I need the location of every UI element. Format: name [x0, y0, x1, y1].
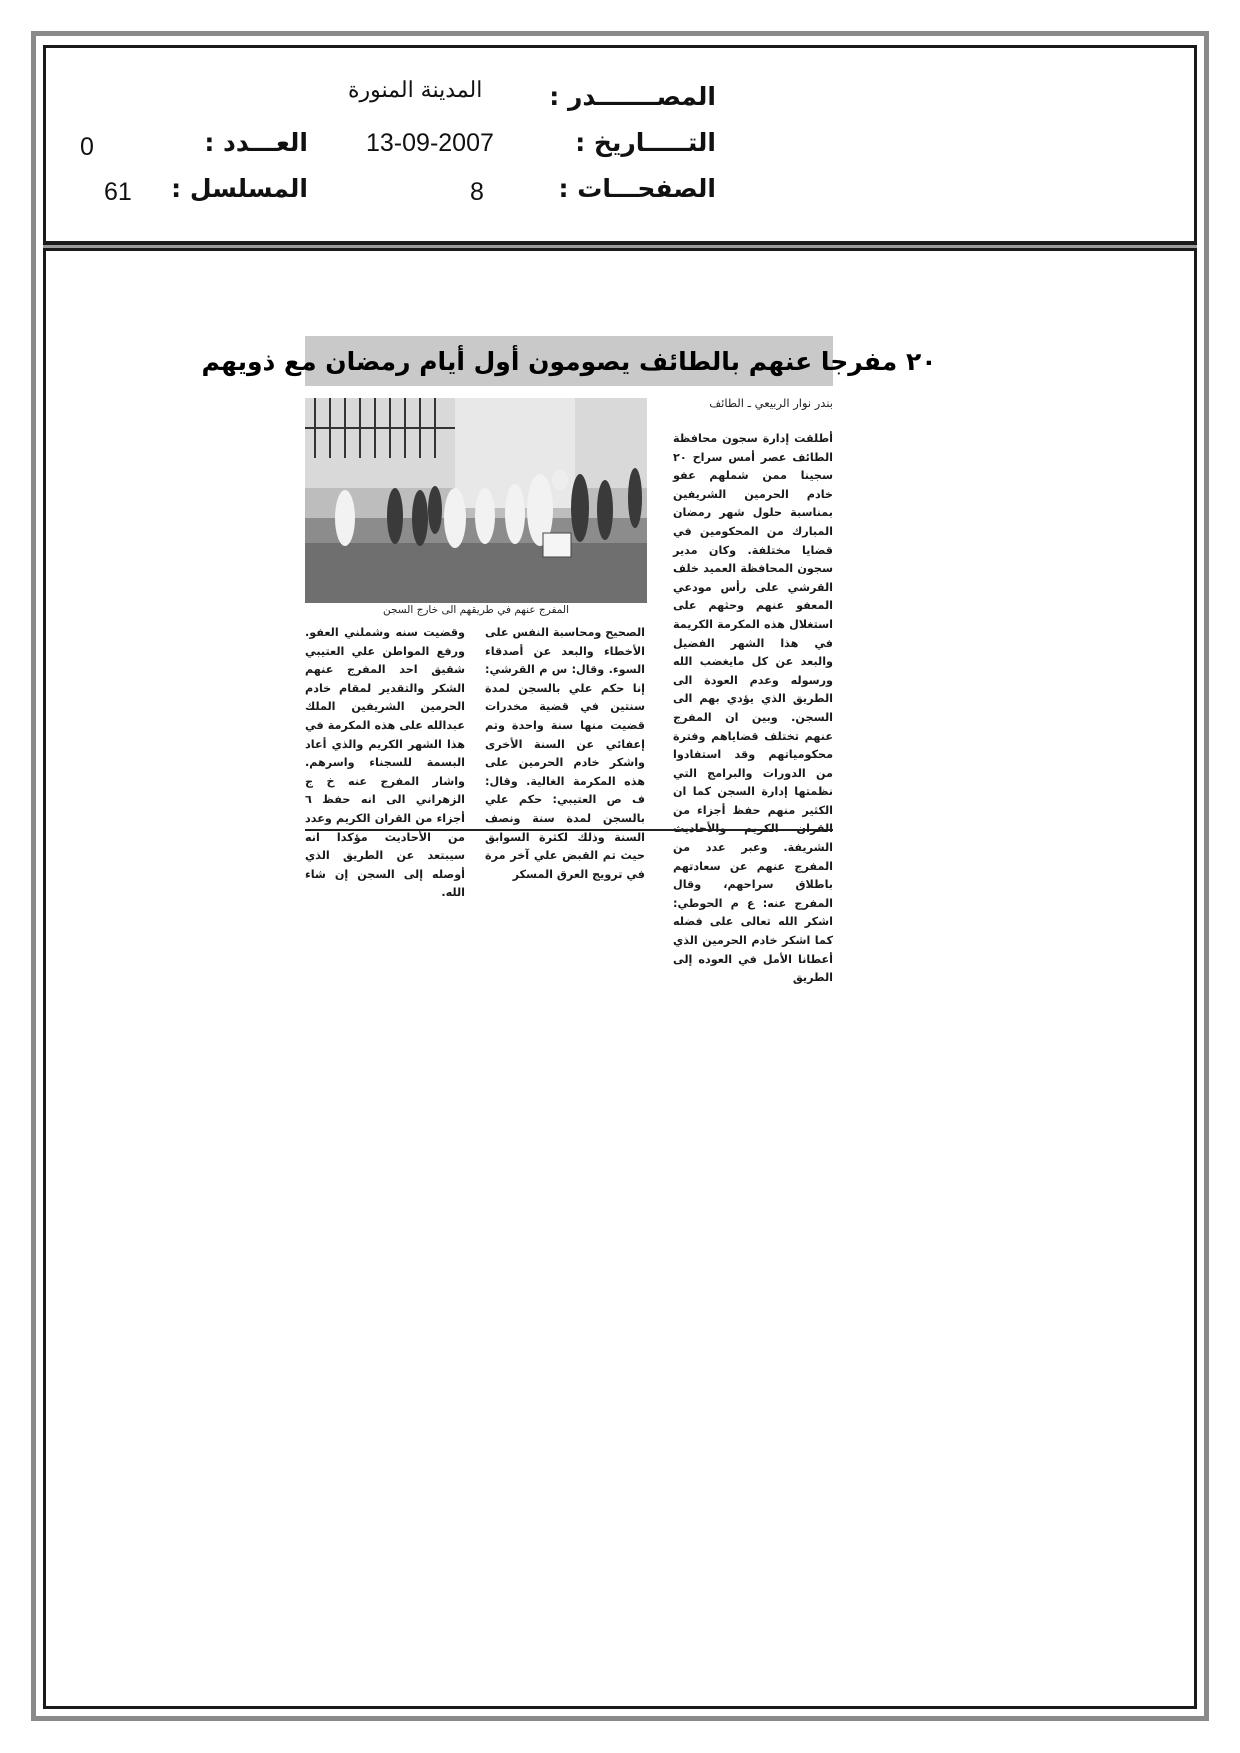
column-middle-text: الصحيح ومحاسبة النفس على الأخطاء والبعد عن أصدقاء السوء. وقال: س م القرشي: إنا حكم علي بالسجن لمدة سنتين في قضية مخدرات قضيت منها سنة واحدة وتم إعفائي عن السنة الأخرى واشكر خادم الحرمين على هذه المكرمة الغالية. وقال: ف ص العتيبي: حكم علي بالسجن لمدة سنة ونصف السنة وذلك لكثرة السوابق حيث تم القبض علي آخر مرة في ترويج العرق المسكر: [485, 626, 645, 881]
article-bottom-rule: [305, 829, 833, 831]
pages-value: 8: [470, 178, 484, 206]
article-byline: بندر نوار الربيعي ـ الطائف: [709, 396, 833, 410]
photo-caption: المفرج عنهم في طريقهم الى خارج السجن: [382, 604, 569, 616]
article-clipping: [201, 336, 937, 985]
date-label: التـــــاريخ :: [575, 128, 716, 157]
headline-bar: [201, 336, 937, 386]
source-label: المصـــــــدر :: [549, 82, 716, 111]
column-right-text: أطلقت إدارة سجون محافظة الطائف عصر أمس سراح ٢٠ سجينا ممن شملهم عفو خادم الحرمين الشريفين بمناسبة حلول شهر رمضان المبارك من المحكومين في قضايا مختلفة. وكان مدير سجون المحافظة العميد خلف القرشي على رأس مودعي المعفو عنهم وحثهم على استغلال هذه المكرمة الكريمة في هذا الشهر الفضيل والبعد عن كل مايغضب الله ورسوله وعدم العودة الى الطريق الذي يؤدي بهم الى السجن. وبين ان المفرج عنهم تختلف قضاياهم وفترة محكومياتهم وقد استفادوا من الدورات والبرامج التي نظمتها إدارة السجن كما ان الكثير منهم حفظ أجزاء من الشريفة. وعبر عدد من المفرج عنهم عن سعادتهم باطلاق سراحهم، وقال المفرج عنه: ع م الحوطي: اشكر الله تعالى على فضله كما اشكر خادم الحرمين الذي أعطانا الأمل في العوده إلى الطريق: [673, 432, 833, 985]
serial-label: المسلسل :: [171, 174, 308, 203]
article-column-left: [305, 624, 465, 903]
header-divider: [43, 241, 1197, 251]
issue-value: 0: [80, 133, 94, 161]
date-value: 13-09-2007: [366, 129, 494, 157]
pages-label: الصفحـــات :: [558, 174, 716, 203]
column-left-text: وقضيت سنه وشملني العفو. ورفع المواطن علي العتيبي شقيق احد المفرج عنهم الشكر والتقدير لمقام خادم الحرمين الشريفين الملك عبدالله على هذه المكرمة في هذا الشهر الكريم والذي أعاد البسمة للسجناء واسرهم. واشار المفرج عنه خ ج الزهراني الى انه حفظ ٦ أجزاء من القران الكريم وعدد من الأحاديث مؤكدا انه سيبتعد عن الطريق الذي أوصله إلى السجن إن شاء الله.: [305, 626, 465, 900]
article-column-middle: [485, 624, 645, 884]
article-photo: [305, 398, 647, 603]
issue-label: العـــدد :: [204, 128, 308, 157]
article-column-right: [673, 430, 833, 988]
source-value: المدينة المنورة: [348, 78, 483, 103]
article-headline: ٢٠ مفرجا عنهم بالطائف يصومون أول أيام رمضان مع ذويهم: [201, 346, 937, 376]
serial-value: 61: [104, 178, 132, 206]
